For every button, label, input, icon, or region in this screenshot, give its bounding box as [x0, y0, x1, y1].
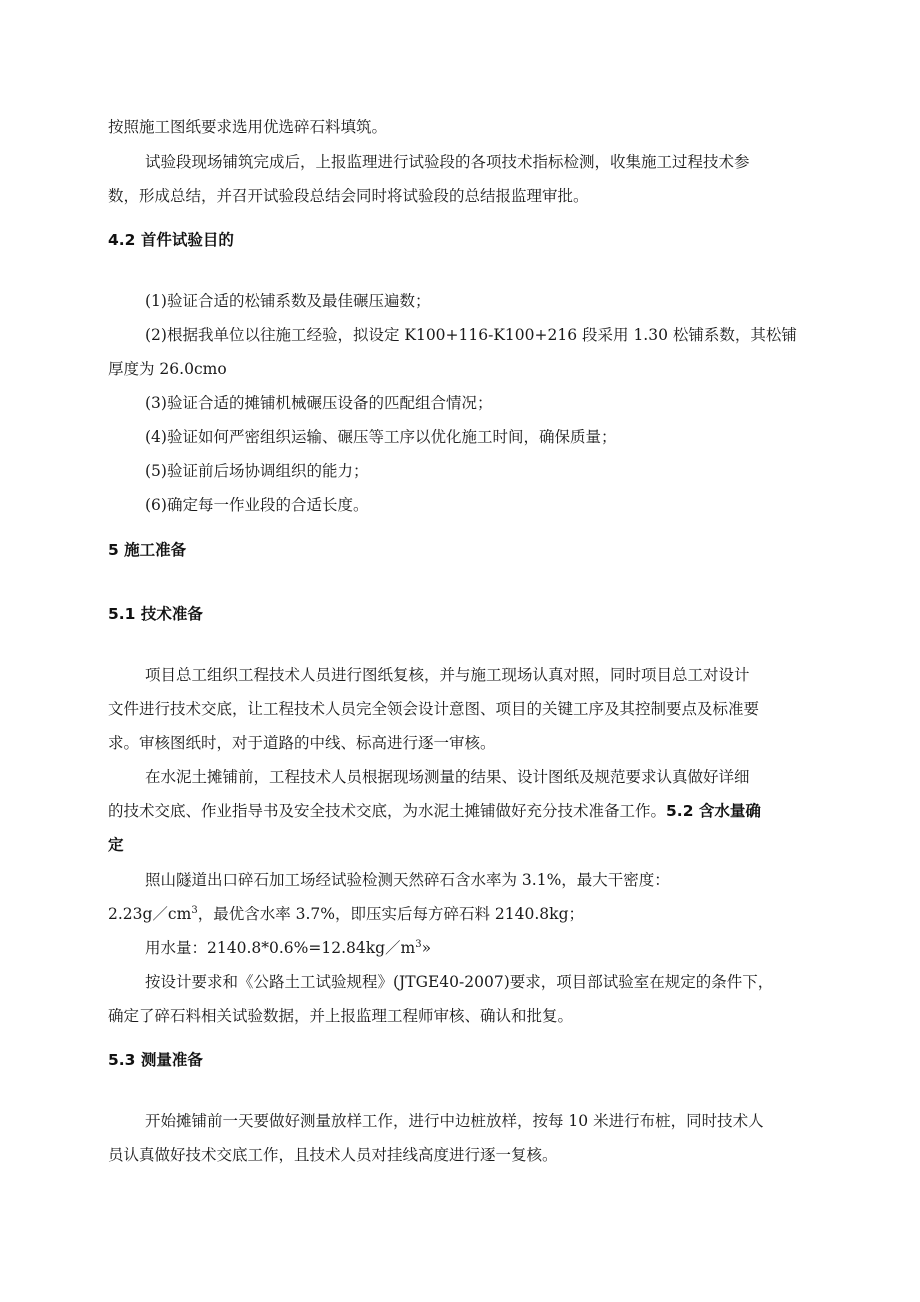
section-heading-5-1: 5.1 技术准备 [108, 605, 203, 623]
list-item: (6)确定每一作业段的合适长度。 [145, 496, 369, 514]
paragraph-line: 数，形成总结，并召开试验段总结会同时将试验段的总结报监理审批。 [108, 187, 589, 205]
superscript: 3 [191, 904, 198, 916]
list-item: (5)验证前后场协调组织的能力； [145, 462, 369, 480]
section-heading-5: 5 施工准备 [108, 541, 187, 559]
paragraph-line: 按设计要求和《公路土工试验规程》(JTGE40-2007)要求，项目部试验室在规定的条件下， [145, 973, 774, 991]
paragraph-line: 开始摊铺前一天要做好测量放样工作，进行中边桩放样，按每 10 米进行布桩，同时技术人 [145, 1112, 764, 1130]
paragraph-line: 在水泥土摊铺前，工程技术人员根据现场测量的结果、设计图纸及规范要求认真做好详细 [145, 768, 750, 786]
water-amount-text: 用水量：2140.8*0.6%=12.84kg／m [145, 939, 416, 957]
section-heading-4-2: 4.2 首件试验目的 [108, 231, 234, 249]
paragraph-text: 的技术交底、作业指导书及安全技术交底，为水泥土摊铺做好充分技术准备工作。 [108, 802, 667, 820]
paragraph-line: 试验段现场铺筑完成后，上报监理进行试验段的各项技术指标检测，收集施工过程技术参 [145, 153, 750, 171]
paragraph-line: 确定了碎石料相关试验数据，并上报监理工程师审核、确认和批复。 [108, 1007, 574, 1025]
density-value: 2.23g／cm [108, 905, 192, 923]
list-item: (4)验证如何严密组织运输、碾压等工序以优化施工时间，确保质量； [145, 428, 617, 446]
list-item: (2)根据我单位以往施工经验，拟设定 K100+116-K100+216 段采用 1.30 松铺系数，其松铺 [145, 326, 797, 344]
paragraph-line [108, 801, 761, 821]
list-item: (1)验证合适的松铺系数及最佳碾压遍数； [145, 292, 431, 310]
section-heading-5-3: 5.3 测量准备 [108, 1051, 203, 1069]
list-item: (3)验证合适的摊铺机械碾压设备的匹配组合情况； [145, 394, 493, 412]
paragraph-line: 求。审核图纸时，对于道路的中线、标高进行逐一审核。 [108, 734, 496, 752]
paragraph-line: 项目总工组织工程技术人员进行图纸复核，并与施工现场认真对照，同时项目总工对设计 [145, 666, 750, 684]
section-heading-5-2: 5.2 含水量确 [666, 802, 761, 820]
paragraph-line [108, 904, 584, 924]
paragraph-line [145, 938, 431, 958]
paragraph-text: » [421, 939, 432, 957]
paragraph-line: 员认真做好技术交底工作，且技术人员对挂线高度进行逐一复核。 [108, 1146, 558, 1164]
superscript: 3 [415, 938, 422, 950]
paragraph-line: 照山隧道出口碎石加工场经试验检测天然碎石含水率为 3.1%，最大干密度： [145, 871, 670, 889]
list-item-continuation: 厚度为 26.0cmo [108, 360, 227, 378]
paragraph-line: 按照施工图纸要求选用优选碎石料填筑。 [108, 118, 388, 136]
section-heading-5-2-continuation: 定 [108, 836, 124, 854]
paragraph-text: ，最优含水率 3.7%，即压实后每方碎石料 2140.8kg； [197, 905, 584, 923]
paragraph-line: 文件进行技术交底，让工程技术人员完全领会设计意图、项目的关键工序及其控制要点及标准要 [108, 700, 760, 718]
